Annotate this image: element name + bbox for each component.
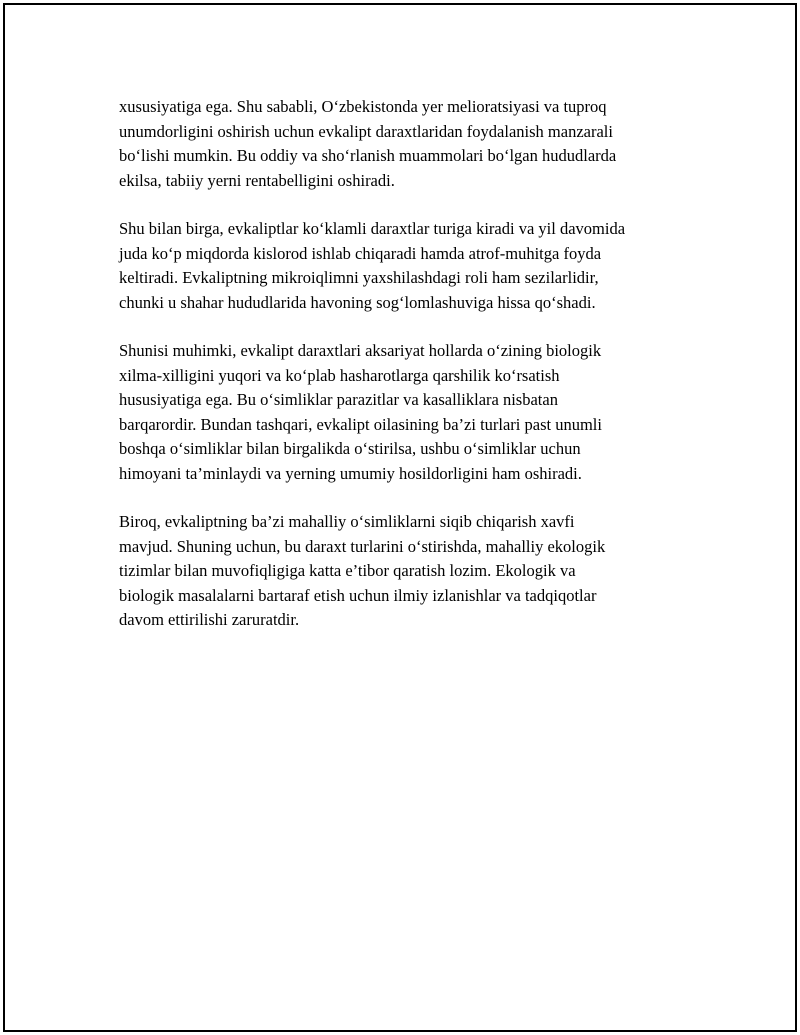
paragraph-3 bbox=[119, 339, 699, 486]
text-line: unumdorligini oshirish uchun evkalipt daraxtlaridan foydalanish manzarali bbox=[119, 121, 613, 141]
text-line: davom ettirilishi zaruratdir. bbox=[119, 610, 300, 629]
text-line: tizimlar bilan muvofiqligiga katta e’tibor qaratish lozim. Ekologik va bbox=[119, 561, 576, 580]
text-line: bo‘lishi mumkin. Bu oddiy va sho‘rlanish muammolari bo‘lgan hududlarda bbox=[119, 146, 617, 165]
text-line: Biroq, evkaliptning ba’zi mahalliy o‘simliklarni siqib chiqarish xavfi bbox=[119, 512, 575, 531]
paragraph-4 bbox=[119, 510, 699, 633]
paragraph-2 bbox=[119, 217, 699, 315]
text-line: keltiradi. Evkaliptning mikroiqlimni yaxshilashdagi roli ham sezilarlidir, bbox=[119, 268, 599, 287]
text-line: barqarordir. Bundan tashqari, evkalipt oilasining ba’zi turlari past unumli bbox=[119, 414, 602, 434]
text-line: mavjud. Shuning uchun, bu daraxt turlarini o‘stirishda, mahalliy ekologik bbox=[119, 536, 606, 556]
text-line: Shu bilan birga, evkaliptlar ko‘klamli daraxtlar turiga kiradi va yil davomida bbox=[119, 219, 626, 238]
text-line: Shunisi muhimki, evkalipt daraxtlari aksariyat hollarda o‘zining biologik bbox=[119, 341, 602, 360]
paragraph-1 bbox=[119, 95, 699, 193]
text-line: ekilsa, tabiiy yerni rentabelligini oshiradi. bbox=[119, 170, 395, 190]
text-line: himoyani ta’minlaydi va yerning umumiy hosildorligini ham oshiradi. bbox=[119, 463, 582, 483]
text-line: xilma-xilligini yuqori va ko‘plab hasharotlarga qarshilik ko‘rsatish bbox=[119, 365, 560, 385]
text-line: chunki u shahar hududlarida havoning sog‘lomlashuviga hissa qo‘shadi. bbox=[119, 292, 596, 312]
document-body bbox=[119, 95, 699, 657]
document-page bbox=[3, 3, 797, 1032]
text-line: hususiyatiga ega. Bu o‘simliklar parazitlar va kasalliklara nisbatan bbox=[119, 390, 558, 409]
text-line: biologik masalalarni bartaraf etish uchun ilmiy izlanishlar va tadqiqotlar bbox=[119, 585, 597, 605]
text-line: juda ko‘p miqdorda kislorod ishlab chiqaradi hamda atrof-muhitga foyda bbox=[119, 243, 602, 263]
text-line: boshqa o‘simliklar bilan birgalikda o‘stirilsa, ushbu o‘simliklar uchun bbox=[119, 439, 581, 458]
text-line: xususiyatiga ega. Shu sababli, O‘zbekistonda yer melioratsiyasi va tuproq bbox=[119, 97, 607, 116]
